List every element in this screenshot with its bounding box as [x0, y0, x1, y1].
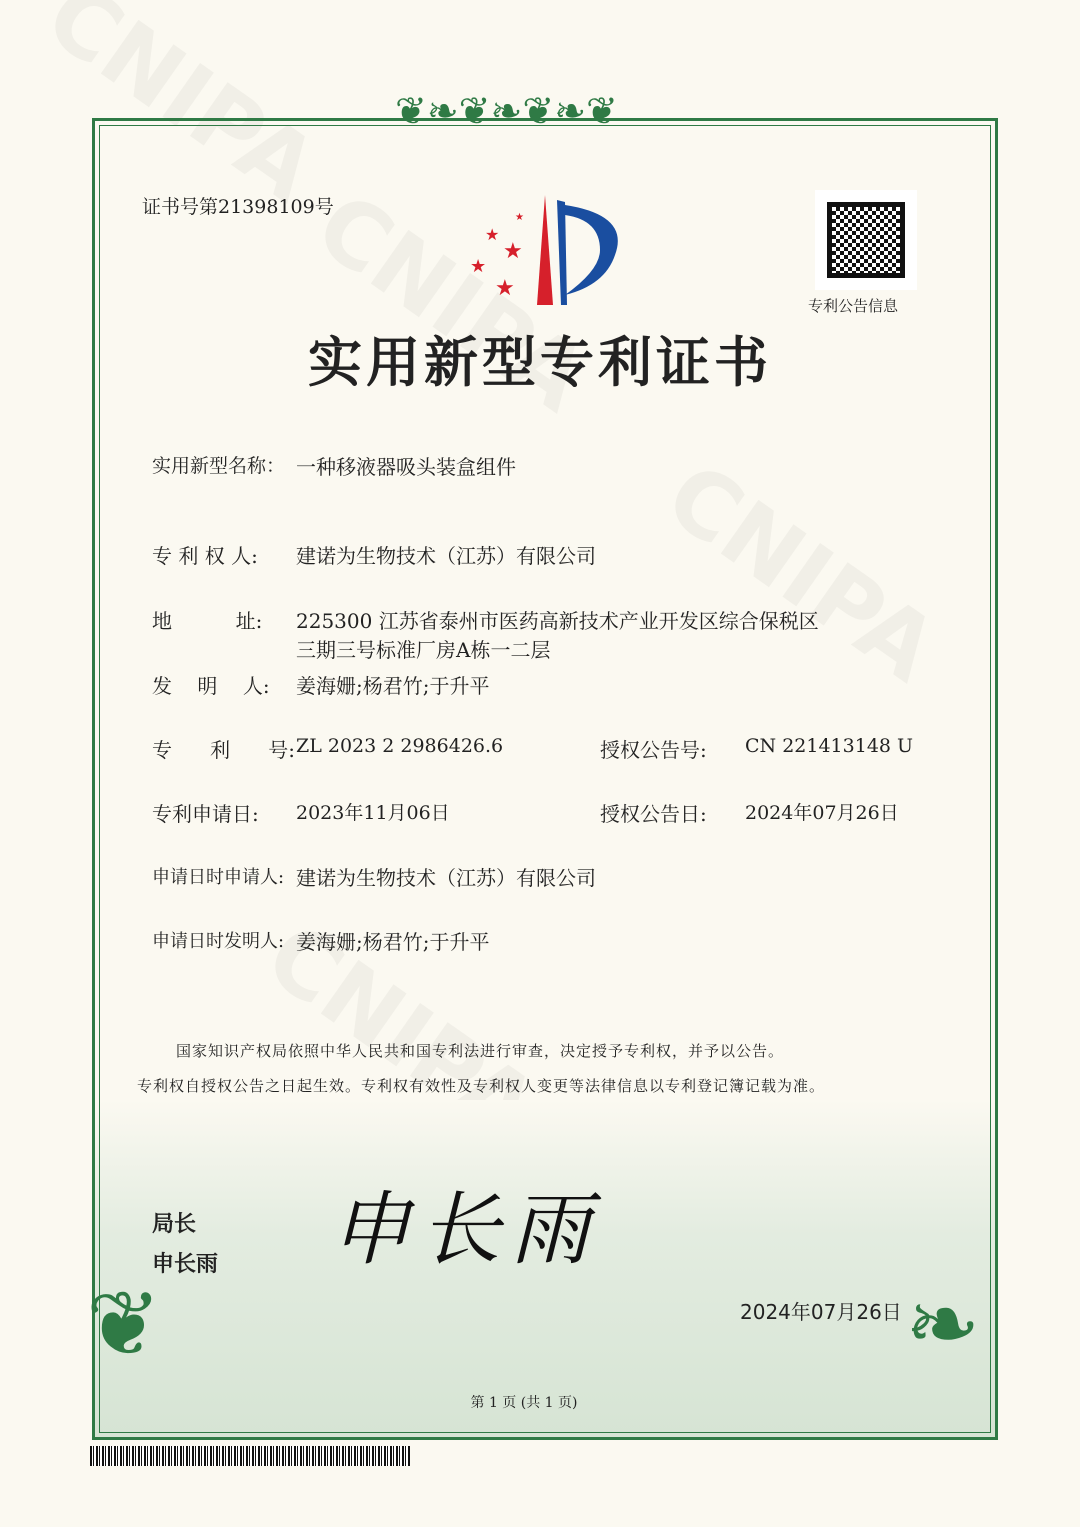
inventor-label: 发 明 人: — [152, 674, 270, 698]
logo-red-spire — [537, 195, 553, 305]
logo-blue-arc — [565, 205, 618, 295]
address-label: 地 址: — [152, 609, 263, 633]
publication-number-value: CN 221413148 U — [745, 735, 914, 757]
patentee-value: 建诺为生物技术（江苏）有限公司 — [296, 544, 596, 568]
certificate-number: 证书号第21398109号 — [142, 196, 334, 218]
notice-line-1: 国家知识产权局依照中华人民共和国专利法进行审查，决定授予专利权，并予以公告。 — [176, 1042, 785, 1060]
inventor-at-filing-value: 姜海姗;杨君竹;于升平 — [296, 930, 490, 954]
filing-date-value: 2023年11月06日 — [296, 802, 450, 824]
corner-ornament-icon: ❧ — [905, 1272, 981, 1377]
signatory-role: 局长 — [152, 1212, 197, 1237]
handwritten-signature: 申长雨 — [330, 1183, 600, 1276]
name-label: 实用新型名称： — [152, 455, 286, 477]
publication-date-label: 授权公告日: — [600, 802, 707, 826]
logo-blue-spire — [557, 200, 567, 305]
inventor-at-filing-label: 申请日时发明人: — [152, 931, 285, 952]
applicant-label: 申请日时申请人: — [152, 867, 285, 888]
name-value: 一种移液器吸头装盒组件 — [296, 455, 516, 479]
page-indicator: 第 1 页 (共 1 页) — [470, 1395, 578, 1411]
signatory-name: 申长雨 — [152, 1252, 219, 1277]
star-icon: ★ — [515, 212, 524, 223]
star-icon: ★ — [495, 276, 515, 301]
qr-pattern — [827, 202, 905, 278]
qr-label: 专利公告信息 — [808, 297, 899, 315]
address-line1: 225300 江苏省泰州市医药高新技术产业开发区综合保税区 — [296, 609, 819, 633]
inventor-value: 姜海姗;杨君竹;于升平 — [296, 674, 490, 698]
notice-line-2: 专利权自授权公告之日起生效。专利权有效性及专利权人变更等法律信息以专利登记簿记载为准。 — [137, 1077, 826, 1095]
patent-number-value: ZL 2023 2 2986426.6 — [296, 735, 504, 757]
top-ornament-icon: ❦❧❦❧❦❧❦ — [395, 89, 618, 133]
publication-date-value: 2024年07月26日 — [745, 802, 899, 824]
star-icon: ★ — [503, 239, 523, 264]
corner-ornament-icon: ❦ — [86, 1272, 162, 1377]
barcode — [90, 1446, 410, 1466]
cnipa-logo — [465, 190, 625, 310]
address-line2: 三期三号标准厂房A栋一二层 — [296, 638, 551, 662]
patentee-label: 专 利 权 人: — [152, 544, 258, 568]
patent-number-label: 专 利 号: — [152, 738, 296, 762]
page-title: 实用新型专利证书 — [308, 330, 772, 394]
publication-number-label: 授权公告号: — [600, 738, 707, 762]
qr-code[interactable] — [815, 190, 917, 290]
star-icon: ★ — [485, 225, 500, 244]
signature-date: 2024年07月26日 — [740, 1300, 902, 1324]
filing-date-label: 专利申请日: — [152, 802, 259, 826]
applicant-value: 建诺为生物技术（江苏）有限公司 — [296, 866, 596, 890]
star-icon: ★ — [470, 256, 487, 277]
